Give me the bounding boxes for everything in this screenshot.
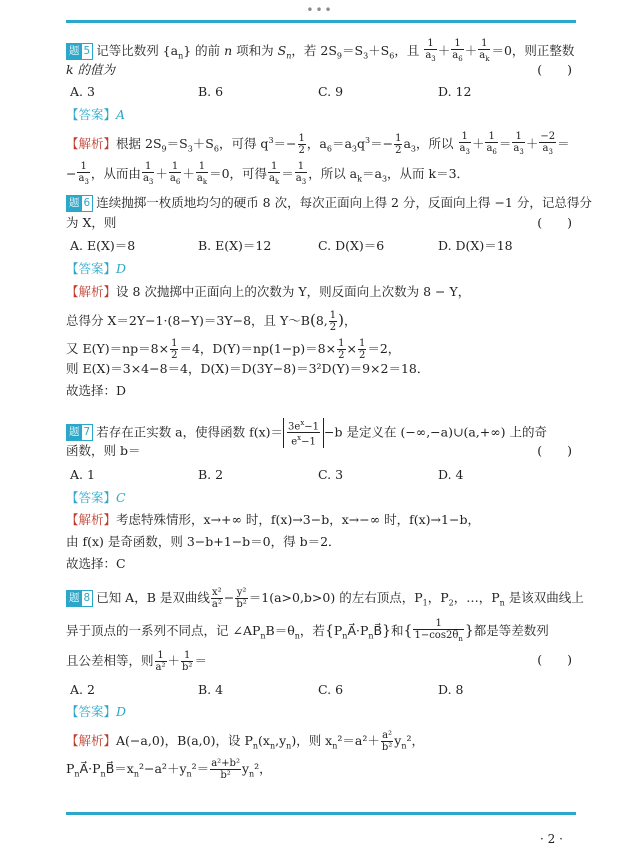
top-handle-dots: ••• — [306, 3, 334, 17]
q6-explanation-line4: 则 E(X)＝3×4−8＝4，D(X)＝D(3Y−8)＝3²D(Y)＝9×2＝18． — [66, 361, 430, 376]
q5-stem-line2: k 的值为 — [66, 62, 116, 77]
q6-stem-line1: 题 6 连续抛掷一枚质地均匀的硬币 8 次，每次正面向上得 2 分，反面向上得 −1 分，记总得分 — [66, 195, 592, 212]
q6-answer-blank: ( ) — [537, 215, 572, 230]
q5-badge: 题 5 — [66, 43, 93, 60]
page-number: · 2 · — [540, 832, 563, 846]
q5-stem-line1: 题 5 记等比数列 $\{a_n\}$ 的前 n 项和为 $S_n$，若 $2S_9=S_3+S_6$，且 $\frac{1}{a_3}$ ＋ $\frac{1}{a_6}$ ＋ $\frac{1}{a_k}$ ＝0，则正整数 — [66, 38, 574, 65]
q8-option-b: B. 4 — [198, 682, 224, 697]
q6-explanation-line1: 【解析】设 8 次抛掷中正面向上的次数为 Y，则反面向上次数为 8 − Y， — [66, 284, 471, 299]
q7-option-c: C. 3 — [318, 467, 344, 482]
q8-stem-line2: 异于顶点的一系列不同点，记 $\angle AP_nB=\theta_n$，若$\{P_nA⃗\cdot P_nB⃗\}$和{ $\frac{1}{1-\cos 2\theta_n}$ }都是等差数列 — [66, 618, 549, 643]
q7-explanation-line2: 由 f(x) 是奇函数，则 3−b+1−b＝0，得 b＝2． — [66, 534, 341, 549]
q7-badge: 题 7 — [66, 424, 93, 441]
q5-option-d: D. 12 — [438, 84, 472, 99]
q5-explanation-line2: − $\frac{1}{a_3}$ ，从而由 $\frac{1}{a_3}$ ＋ $\frac{1}{a_6}$ ＋ $\frac{1}{a_k}$ ＝0，可得 $\frac{1}{a_k}$ ＝ $\frac{1}{a_3}$ ，所以 $a_k=a_3$，从而 k＝3． — [66, 161, 470, 186]
q5-explanation-line1: 【解析】根据 $2S_9=S_3+S_6$，可得 $q^3=-$ $\frac{1}{2}$ ，$a_6=a_3q^3=-$ $\frac{1}{2}$ $a_3$，所以 $\frac{1}{a_3}$ ＋ $\frac{1}{a_6}$ ＝ $\frac{1}{a_3}$ ＋ $\frac{-2}{a_3}$ ＝ — [66, 131, 570, 156]
q7-explanation-line3: 故选择：C — [66, 556, 126, 571]
q5-option-b: B. 6 — [198, 84, 224, 99]
q8-badge: 题 8 — [66, 590, 93, 607]
q8-option-a: A. 2 — [70, 682, 95, 697]
q5-answer: 【答案】A — [66, 107, 126, 122]
q7-stem-line1: 题 7 若存在正实数 a，使得函数 f(x)＝ $\frac{3e^x-1}{e^x-1}$ −b 是定义在 (−∞,−a)∪(a,+∞) 上的奇 — [66, 418, 547, 448]
q7-answer-blank: ( ) — [537, 443, 572, 458]
q6-option-b: B. E(X)＝12 — [198, 238, 272, 253]
q8-stem-line3: 且公差相等，则 $\frac{1}{\text{a²}}$ ＋ $\frac{1}{\text{b²}}$ ＝ — [66, 650, 207, 673]
q8-answer: 【答案】D — [66, 704, 127, 719]
q8-explanation-line2: $P_nA⃗\cdot P_nB⃗=x_n^2-a^2+y_n^2=$ $\frac{\text{a²+b²}}{\text{b²}}$ $y_n^2$， — [66, 758, 272, 781]
q6-explanation-line2: 总得分 X＝2Y−1·(8−Y)＝3Y−8，且 Y～B(8, $\frac{1}{2}$ )， — [66, 310, 357, 333]
q5-option-a: A. 3 — [70, 84, 95, 99]
q7-option-b: B. 2 — [198, 467, 224, 482]
q6-explanation-line3: 又 E(Y)＝np＝8× $\frac{1}{2}$ ＝4，D(Y)＝np(1−p)＝8× $\frac{1}{2}$ × $\frac{1}{2}$ ＝2， — [66, 338, 401, 361]
q7-option-d: D. 4 — [438, 467, 464, 482]
q8-answer-blank: ( ) — [537, 652, 572, 667]
q5-answer-blank: ( ) — [537, 62, 572, 77]
q8-option-c: C. 6 — [318, 682, 344, 697]
q7-answer: 【答案】C — [66, 490, 126, 505]
top-rule — [66, 20, 576, 23]
q8-option-d: D. 8 — [438, 682, 464, 697]
q5-option-c: C. 9 — [318, 84, 344, 99]
q6-option-c: C. D(X)＝6 — [318, 238, 385, 253]
q6-stem-line2: 为 X，则 — [66, 215, 117, 230]
q8-explanation-line1: 【解析】A(−a,0)，B(a,0)，设 $P_n(x_n,y_n)$，则 $x_n^2=a^2+$ $\frac{\text{a²}}{\text{b²}}$ $y_n^2$， — [66, 730, 425, 753]
q6-option-d: D. D(X)＝18 — [438, 238, 513, 253]
q6-explanation-line5: 故选择：D — [66, 383, 127, 398]
q7-explanation-line1: 【解析】考虑特殊情形，x→+∞ 时，f(x)→3−b，x→−∞ 时，f(x)→1−b， — [66, 512, 480, 527]
q6-answer: 【答案】D — [66, 261, 127, 276]
q7-stem-line2: 函数，则 b＝ — [66, 443, 141, 458]
q7-option-a: A. 1 — [70, 467, 95, 482]
q8-stem-line1: 题 8 已知 A，B 是双曲线 $\frac{\text{x²}}{\text{a²}}$ − $\frac{\text{y²}}{\text{b²}}$ ＝1(a>0,b>0) 的左右顶点，$P_1$，$P_2$，…，$P_n$ 是该双曲线上 — [66, 587, 584, 610]
q6-option-a: A. E(X)＝8 — [70, 238, 136, 253]
bottom-rule — [66, 812, 576, 815]
q6-badge: 题 6 — [66, 195, 93, 212]
